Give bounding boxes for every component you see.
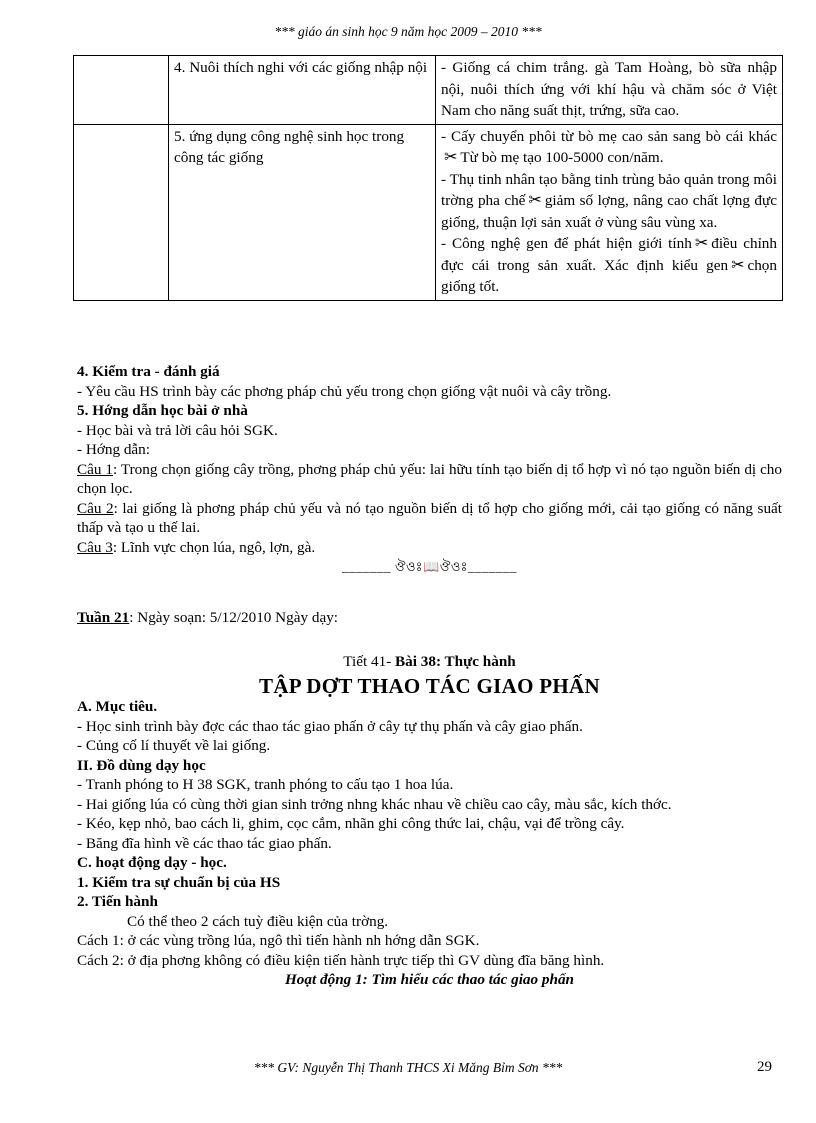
week-label: Tuần 21 [77, 609, 130, 626]
activity-heading: Hoạt động 1: Tìm hiểu các thao tác giao phấn [284, 971, 574, 988]
question-1: Câu 1: Trong chọn giống cây trồng, phơng pháp chủ yếu: lai hữu tính tạo biến dị tổ hợp vì nó tạo nguồn biến dị cho chọn lọc. [77, 460, 782, 497]
table-row [74, 56, 783, 125]
text-line: - Hai giống lúa có cùng thời gian sinh trởng nhng khác nhau về chiều cao cây, màu sắc, kích thớc. [77, 795, 672, 813]
lesson-subtitle: Tiết 41- Bài 38: Thực hành [343, 653, 516, 670]
page-number: 29 [757, 1059, 772, 1075]
examples-cell [436, 56, 783, 125]
text-line: Cách 1: ở các vùng trồng lúa, ngô thì tiến hành nh hớng dẫn SGK. [77, 932, 480, 949]
methods-table [73, 55, 783, 301]
table-cell-empty [74, 56, 169, 125]
text-line: - Kéo, kẹp nhỏ, bao cách li, ghim, cọc cắm, nhãn ghi công thức lai, chậu, vại để trồng cây. [77, 815, 625, 832]
text-line: - Yêu cầu HS trình bày các phơng pháp chủ yếu trong chọn giống vật nuôi và cây trồng. [77, 382, 612, 400]
page-footer: *** GV: Nguyễn Thị Thanh THCS Xi Măng Bỉm Sơn *** [253, 1060, 563, 1075]
section-heading: A. Mục tiêu. [77, 698, 158, 715]
example-embryo-transfer: - Cấy chuyển phôi từ bò mẹ cao sản sang bò cái khác✂ Từ bò mẹ tạo 100-5000 con/năm. [441, 127, 777, 166]
text-line: - Củng cố lí thuyết về lai giống. [77, 737, 271, 754]
text-line: - Học bài và trả lời câu hỏi SGK. [77, 421, 278, 439]
scissors-icon: ✂ [731, 256, 745, 274]
sub-heading: 2. Tiến hành [77, 893, 158, 910]
question-3: Câu 3: Lĩnh vực chọn lúa, ngô, lợn, gà. [77, 538, 316, 556]
page-header: *** giáo án sinh học 9 năm học 2009 – 2010 *** [274, 24, 542, 39]
lesson-title: TẬP DỢT THAO TÁC GIAO PHẤN [259, 673, 600, 698]
week-text: : Ngày soạn: 5/12/2010 Ngày dạy: [129, 609, 339, 626]
example-gene-technology: - Công nghệ gen để phát hiện giới tính ✂ điều chỉnh đực cái trong sản xuất. Xác định kiểu gen ✂ chọn giống tốt. [441, 235, 777, 295]
examples-cell [436, 124, 783, 300]
text-line: - Học sinh trình bày đợc các thao tác giao phấn ở cây tự thụ phấn và cây giao phấn. [77, 717, 583, 735]
lesson-title-block [77, 652, 782, 700]
scissors-icon: ✂ [694, 235, 709, 252]
text-line: - Hớng dẫn: [77, 441, 150, 458]
table-cell-empty [74, 124, 169, 300]
question-2: Câu 2: lai giống là phơng pháp chủ yếu và nó tạo nguồn biến dị tổ hợp cho giống mới, cải tạo giống có năng suất thấp và tạo u thế lai. [77, 499, 782, 536]
section-heading: 5. Hớng dẫn học bài ở nhà [77, 402, 248, 419]
scissors-icon: ✂ [528, 192, 542, 209]
section-heading: C. hoạt động dạy - học. [77, 854, 227, 871]
scissors-icon: ✂ [444, 149, 458, 166]
sub-heading: 1. Kiểm tra sự chuẩn bị của HS [77, 873, 281, 891]
section-heading: 4. Kiểm tra - đánh giá [77, 363, 220, 380]
text-line: - Tranh phóng to H 38 SGK, tranh phóng to cấu tạo 1 hoa lúa. [77, 776, 454, 793]
table-row [74, 124, 783, 300]
method-cell: 5. ứng dụng công nghệ sinh học trong công tác giống [169, 124, 436, 300]
divider-ornament: _______ ঔওঃ📖ঔওঃ_______ [342, 559, 517, 574]
method-cell: 4. Nuôi thích nghi với các giống nhập nội [169, 56, 436, 125]
assessment-section [77, 362, 782, 577]
example-text: - Giống cá chim trắng. gà Tam Hoàng, bò sữa nhập nội, nuôi thích ứng với khí hậu và chăm sóc ở Việt Nam cho năng suất thịt, trứng, sữa cao. [441, 59, 777, 119]
text-line: Cách 2: ở địa phơng không có điều kiện tiến hành trực tiếp thì GV dùng đĩa băng hình. [77, 951, 605, 969]
section-heading: II. Đồ dùng dạy học [77, 756, 206, 774]
text-line: - Băng đĩa hình về các thao tác giao phấn. [77, 834, 332, 852]
week-line [77, 608, 782, 628]
example-artificial-insemination: - Thụ tinh nhân tạo bằng tinh trùng bảo quản trong môi trờng pha chế ✂ giảm số lợng, nâng cao chất lợng đực giống, thuận lợi sản xuất ở vùng sâu vùng xa. [441, 170, 777, 231]
lesson-body [77, 697, 782, 990]
text-line: Có thể theo 2 cách tuỳ điều kiện của trờng. [127, 912, 389, 930]
